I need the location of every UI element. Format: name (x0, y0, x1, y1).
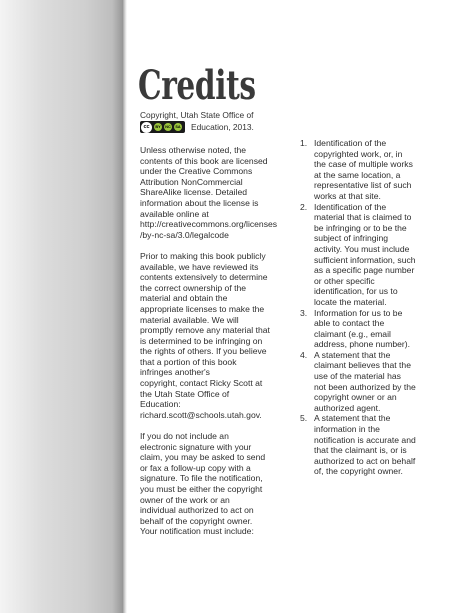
list-number: 2. (300, 201, 308, 212)
list-text: A statement that the information in the notification is accurate and that the claimant is, or is authorized to act on behalf of, the copyright owner. (314, 413, 416, 477)
book-spine (0, 0, 122, 613)
ownership-paragraph: Prior to making this book publicly available, we have reviewed its contents extensively to determine the correct ownership of the material and obtain the appropriate licenses to make the material available. We will promptly remove any material that is determined to be infringing on the rights of others. If you believe that a portion of this book infringes another's copyright, contact Ricky Scott at the Utah State Office of Education: richard.scott@schools.utah.gov. (140, 250, 270, 420)
list-text: A statement that the claimant believes that the use of the material has not been authorized by the copyright owner or an authorized agent. (314, 349, 416, 413)
notification-paragraph: If you do not include an electronic signature with your claim, you may be asked to send or fax a follow-up copy with a signature. To file the notification, you must be either the copyright owner of the work or an individual authorized to act on behalf of the copyright owner. Your notification must include: (140, 431, 266, 537)
list-item (300, 138, 452, 202)
list-item (300, 413, 452, 477)
list-number: 1. (300, 138, 308, 148)
list-item (300, 350, 452, 414)
copyright-year: Education, 2013. (191, 122, 254, 132)
left-column (140, 145, 280, 548)
list-text: Identification of the material that is claimed to be infringing or to be the subject of infringing activity. You must include sufficient information, such as a specific page number or other specific identification, for us to locate the material. (314, 201, 416, 307)
page-title: Credits (138, 62, 256, 109)
creative-commons-badge-icon (140, 121, 185, 133)
copyright-block (140, 110, 270, 133)
sa-icon: SA (175, 125, 181, 129)
list-text: Information for us to be able to contact the claimant (e.g., email address, phone number). (314, 307, 411, 350)
license-paragraph: Unless otherwise noted, the contents of this book are licensed under the Creative Commons Attribution NonCommercial ShareAlike license. Detailed information about the license is available online at http://creativecommons.org/licenses /by-nc-sa/3.0/legalcode (140, 145, 278, 240)
list-item (300, 202, 452, 308)
cc-icon: cc (141, 122, 152, 133)
list-item (300, 308, 452, 350)
list-number: 3. (300, 307, 308, 318)
requirements-list (300, 138, 452, 477)
list-text: Identification of the copyrighted work, or, in the case of multiple works at the same location, a representative list of such works at that site. (314, 138, 413, 201)
by-icon: BY (155, 125, 161, 129)
copyright-line: Copyright, Utah State Office of (140, 110, 254, 120)
nc-icon: NC (165, 125, 171, 129)
right-column (300, 138, 452, 477)
list-number: 5. (300, 413, 308, 424)
copyright-line-2-row (140, 121, 270, 133)
list-number: 4. (300, 349, 308, 360)
